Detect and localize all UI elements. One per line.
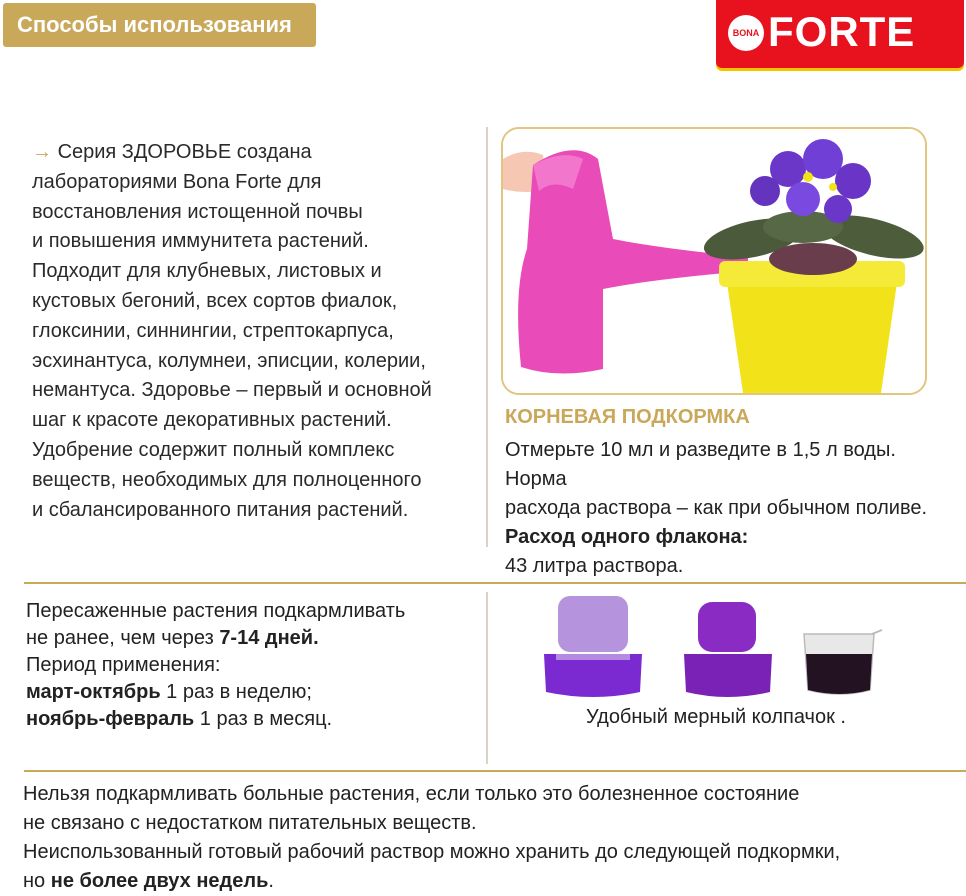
watering-illustration: [503, 129, 925, 393]
logo-bona: BONA: [728, 15, 764, 51]
schedule-line1: Пересаженные растения подкармливать: [26, 600, 406, 622]
divider-horizontal-1: [24, 582, 966, 584]
arrow-icon: →: [32, 141, 52, 163]
schedule-line3: Период применения:: [26, 654, 221, 676]
warning-line1: Нельзя подкармливать больные растения, если только это болезненное состояние: [23, 783, 800, 805]
divider-vertical-top: [486, 127, 488, 547]
root-feeding-line1: Отмерьте 10 мл и разведите в 1,5 л воды. Норма: [505, 439, 896, 490]
watering-photo: [501, 127, 927, 395]
period-winter: ноябрь-февраль 1 раз в месяц.: [26, 708, 333, 730]
warning-block: [23, 780, 953, 896]
schedule-line2: не ранее, чем через 7-14 дней.: [26, 627, 319, 649]
cup-with-solution-icon: [804, 630, 882, 694]
warning-line2: не связано с недостатком питательных веществ.: [23, 812, 477, 834]
period-summer: март-октябрь 1 раз в неделю;: [26, 681, 312, 703]
divider-horizontal-2: [24, 770, 966, 772]
schedule-block: [26, 598, 476, 733]
cap-caption: Удобный мерный колпачок .: [586, 706, 846, 728]
cap-solid-icon: [684, 602, 772, 697]
logo-forte: FORTE: [768, 8, 916, 55]
warning-line3: Неиспользованный готовый рабочий раствор можно хранить до следующей подкормки,: [23, 841, 841, 863]
brand-logo: [716, 0, 964, 68]
cap-translucent-icon: [544, 596, 642, 697]
intro-paragraph: [32, 138, 462, 525]
root-feeding-line2: расхода раствора – как при обычном поливе.: [505, 497, 928, 519]
consumption-label: Расход одного флакона:: [505, 526, 749, 548]
root-feeding-title: КОРНЕВАЯ ПОДКОРМКА: [505, 406, 750, 428]
root-feeding-text: [505, 436, 955, 581]
warning-line4: но не более двух недель.: [23, 870, 274, 892]
divider-vertical-bottom: [486, 592, 488, 764]
section-tag: Способы использования: [3, 3, 316, 47]
measuring-cap-images: [536, 594, 916, 704]
intro-text: Серия ЗДОРОВЬЕ создана лабораториями Bona Forte для восстановления истощенной почвы и повышения иммунитета растений. Подходит для клубневых, листовых и кустовых бегоний, всех сортов фиалок, глоксинии, синнингии, стрептокарпуса, эсхинантуса, колумнеи, эписции, колерии, немантуса. Здоровье – первый и основной шаг к красоте декоративных растений. Удобрение содержит полный комплекс веществ, необходимых для полноценного и сбалансированного питания растений.: [32, 141, 432, 521]
consumption-value: 43 литра раствора.: [505, 555, 684, 577]
